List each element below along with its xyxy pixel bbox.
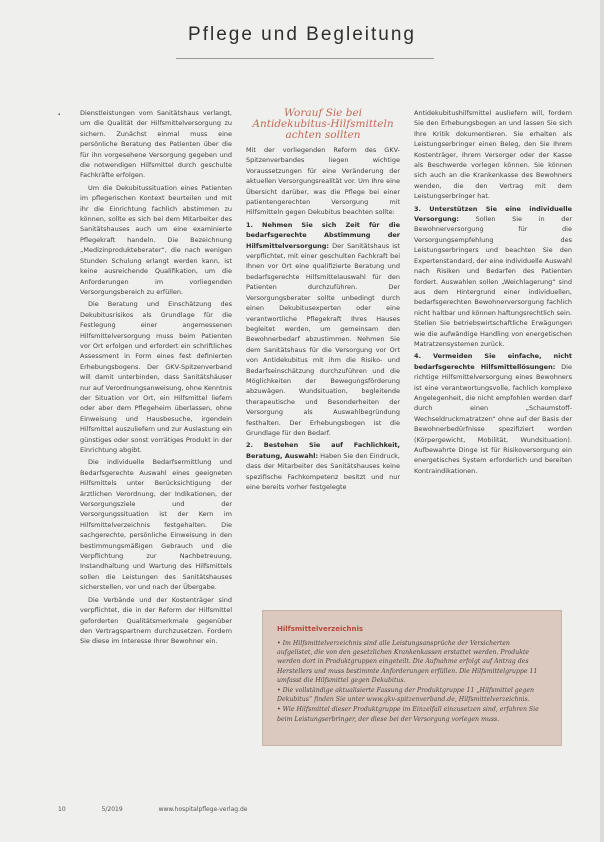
info-box-item: • Im Hilfsmittelverzeichnis sind alle Leistungsansprüche der Versicherten aufgelistet, die von den gesetzlichen Krankenkassen erstattet werden. Produkte werden dort in Produktgruppen eingeteilt. Die Aufnahme erfolgt auf Antrag des Herstellers und muss bestimmte Anforderungen erfüllen. Die Hilfsmittelgruppe 11 umfasst die Hilfsmittel gegen Dekubitus. — [277, 640, 538, 684]
column-3 — [414, 108, 572, 478]
paragraph — [246, 440, 400, 492]
paragraph: Antidekubitushilfsmittel ausliefern will, fordern Sie den Erhebungsbogen an und lassen Sie sich Ihre Kritik dokumentieren. Sie erhalten als Leistungserbringer einen Beleg, den Sie Ihrem Kostenträger, Ihrem Versorger oder der Kasse als Beschwerde vorlegen können. Sie können sich auch an die Krankenkasse des Bewohners wenden, die den Vertrag mit dem Leistungserbringer hat. — [414, 109, 572, 201]
column-2 — [246, 108, 400, 494]
page-footer — [58, 806, 282, 813]
page-number: 10 — [58, 806, 66, 813]
page-edge — [600, 0, 604, 842]
title-rule — [176, 58, 434, 59]
info-box-title: Hilfsmittelverzeichnis — [277, 625, 364, 633]
info-box — [262, 610, 562, 746]
list-heading: 3. Unterstützen Sie eine individuelle Versorgung: — [414, 204, 572, 224]
paragraph — [414, 351, 572, 476]
paragraph: Die Verbände und der Kostenträger sind verpflichtet, die in der Reform der Hilfsmittel geforderten Qualitätsmerkmale gegenüber den Vertragspartnern durchzusetzen. Fordern Sie diese im Interesse Ihrer Bewohner ein. — [80, 595, 232, 646]
footer-url: www.hospitalpflege-verlag.de — [158, 806, 248, 813]
paragraph: Dienstleistungen vom Sanitätshaus verlangt, um die Qualität der Hilfsmittelversorgung zu sichern. Zunächst einmal muss eine persönliche Beratung des Patienten über die für ihn vorgesehene Versorgung gegeben und die notwendigen Hilfsmittel durch geschulte Fachkräfte erfolgen. — [80, 109, 232, 180]
section-subheading: Worauf Sie bei Antidekubitus-Hilfsmitteln achten sollten — [252, 107, 394, 141]
list-heading: 2. Bestehen Sie auf Fachlichkeit, Beratung, Auswahl: — [246, 441, 400, 460]
paragraph — [246, 220, 400, 439]
info-box-item: • Die vollständige aktualisierte Fassung der Produktgruppe 11 „Hilfsmittel gegen Dekubitus“ finden Sie unter www.gkv-spitzenverband.de, Hilfsmittelverzeichnis. — [277, 687, 535, 704]
column-marker: ▪ — [58, 112, 61, 118]
paragraph — [414, 204, 572, 350]
paragraph: Die individuelle Bedarfsermittlung und Bedarfsgerechte Auswahl eines geeigneten Hilfsmittels unter Berücksichtigung der ärztlichen Verordnung, der Indikationen, der Versorgungsziele und der Versorgungssituation ist der Kern im Hilfsmittelverzeichnis festgehalten. Die sachgerechte, persönliche Einweisung in den bestimmungsmäßigen Gebrauch und die Verpflichtung zur Nachbetreuung, Instandhaltung und Wartung des Hilfsmittels sollen die Leistungen des Sanitätshauses sicherstellen, vor und nach der Übergabe. — [80, 458, 232, 592]
info-box-body — [277, 639, 547, 725]
column-1 — [80, 108, 232, 649]
paragraph: Mit der vorliegenden Reform des GKV-Spitzenverbandes liegen wichtige Voraussetzungen für eine Veränderung der aktuellen Versorgungsrealität vor. Um Ihre eine Übersicht darüber, was die Pflege bei einer patientengerechten Versorgung mit Hilfsmitteln gegen Dekubitus beachten sollte: — [246, 146, 400, 217]
list-text: Der Sanitätshaus ist verpflichtet, mit einer geschulten Fachkraft bei Ihnen vor Ort eine qualifizierte Beratung und bedarfsgerechte Hilfsmittelauswahl für den Patienten durchzuführen. Der Versorgungsberater sollte unbedingt durch einen Dekubitusexperten oder eine verantwortliche Pflegekraft Ihres Hauses begleitet werden, um gemeinsam den Bewohnerbedarf abzustimmen. Nehmen Sie dem Sanitätshaus für die Versorgung vor Ort von Antidekubitus mit ihm die Risiko- und Bedarfseinschätzung durchzuführen und die Möglichkeiten der Bewegungsförderung abzuwägen. Wundsituation, begleitende therapeutische und Besonderheiten der Versorgung als Auswahlbegründung festhalten. Der Erhebungsbogen ist die Grundlage für den Bedarf. — [246, 241, 400, 437]
list-text: Sollen Sie in der Bewohnerversorgung für die Versorgungsempfehlung des Leistungserbringers und beachten Sie den Expertenstandard, der eine individuelle Auswahl nach Risiken und Bedarfen des Patienten fordert. Auswahlen sollen „Weichlagerung“ sind aus dem Hintergrund einer individuellen, bedarfsgerechten Bewohnerversorgung fachlich nicht haltbar und können haftungsrechtlich sein. Stellen Sie betriebswirtschaftliche Erwägungen wie die aufwändige Handling von energetischen Matratzensystemen zurück. — [414, 215, 572, 348]
info-box-item: • Wie Hilfsmittel dieser Produktgruppe im Einzelfall einzusetzen sind, erfahren Sie beim Leistungserbringer, der diese bei der Versorgung vorlegen muss. — [277, 706, 539, 723]
list-heading: 1. Nehmen Sie sich Zeit für die bedarfsgerechte Abstimmung der Hilfsmittelversorgung: — [246, 220, 400, 250]
paragraph: Um die Dekubitussituation eines Patienten im pflegerischen Kontext beurteilen und mit ihr die Einrichtung fachlich abstimmen zu können, sollte es sich bei dem Mitarbeiter des Sanitätshauses auch um eine examinierte Pflegekraft handeln. Die Bezeichnung „Medizinprodukteberater“, die nach wenigen Stunden Schulung erlangt werden kann, ist keine ausreichende Qualifikation, um die Anforderungen im vorliegenden Versorgungsbereich zu erfüllen. — [80, 183, 232, 296]
list-text: Die richtige Hilfsmittelversorgung eines Bewohners ist eine verantwortungsvolle, fachlich komplexe Angelegenheit, die nicht empfohlen werden darf durch einen „Schaumstoff-Wechseldruckmatratzen“ ohne auf der Basis der Bewohnerbedürfnisse spezifiziert worden (Körpergewicht, Mobilität, Wundsituation). Aufbewahrte Dinge ist für Risikoversorgung ein energetisches System erforderlich und bereiten Kontraindikationen. — [414, 362, 572, 475]
paragraph: Die Beratung und Einschätzung des Dekubitusrisikos als Grundlage für die Festlegung einer angemessenen Hilfsmittelversorgung muss beim Patienten vor Ort erfolgen und erfordert ein schriftliches Assessment in Form eines fest definierten Erhebungsbogens. Der GKV-Spitzenverband will damit unterbinden, dass Sanitätshäuser nur auf Verordnungsanweisung, ohne Kenntnis der Situation vor Ort, ein Hilfsmittel liefern oder aber dem Pflegeheim überlassen, ohne Einweisung und Hausbesuche, irgendein Hilfsmittel auszuliefern und zur Auslastung ein günstiges oder sonst vorrätiges Produkt in der Einrichtung abgibt. — [80, 300, 232, 454]
page-title: Pflege und Begleitung — [188, 24, 416, 45]
issue-label: 5/2019 — [101, 806, 123, 813]
list-heading: 4. Vermeiden Sie einfache, nicht bedarfsgerechte Hilfsmittellösungen: — [414, 352, 572, 371]
list-text: Haben Sie den Eindruck, dass der Mitarbeiter des Sanitätshauses keine spezifische Fachkompetenz besitzt und nur eine bereits vorher festgelegte — [246, 451, 401, 491]
